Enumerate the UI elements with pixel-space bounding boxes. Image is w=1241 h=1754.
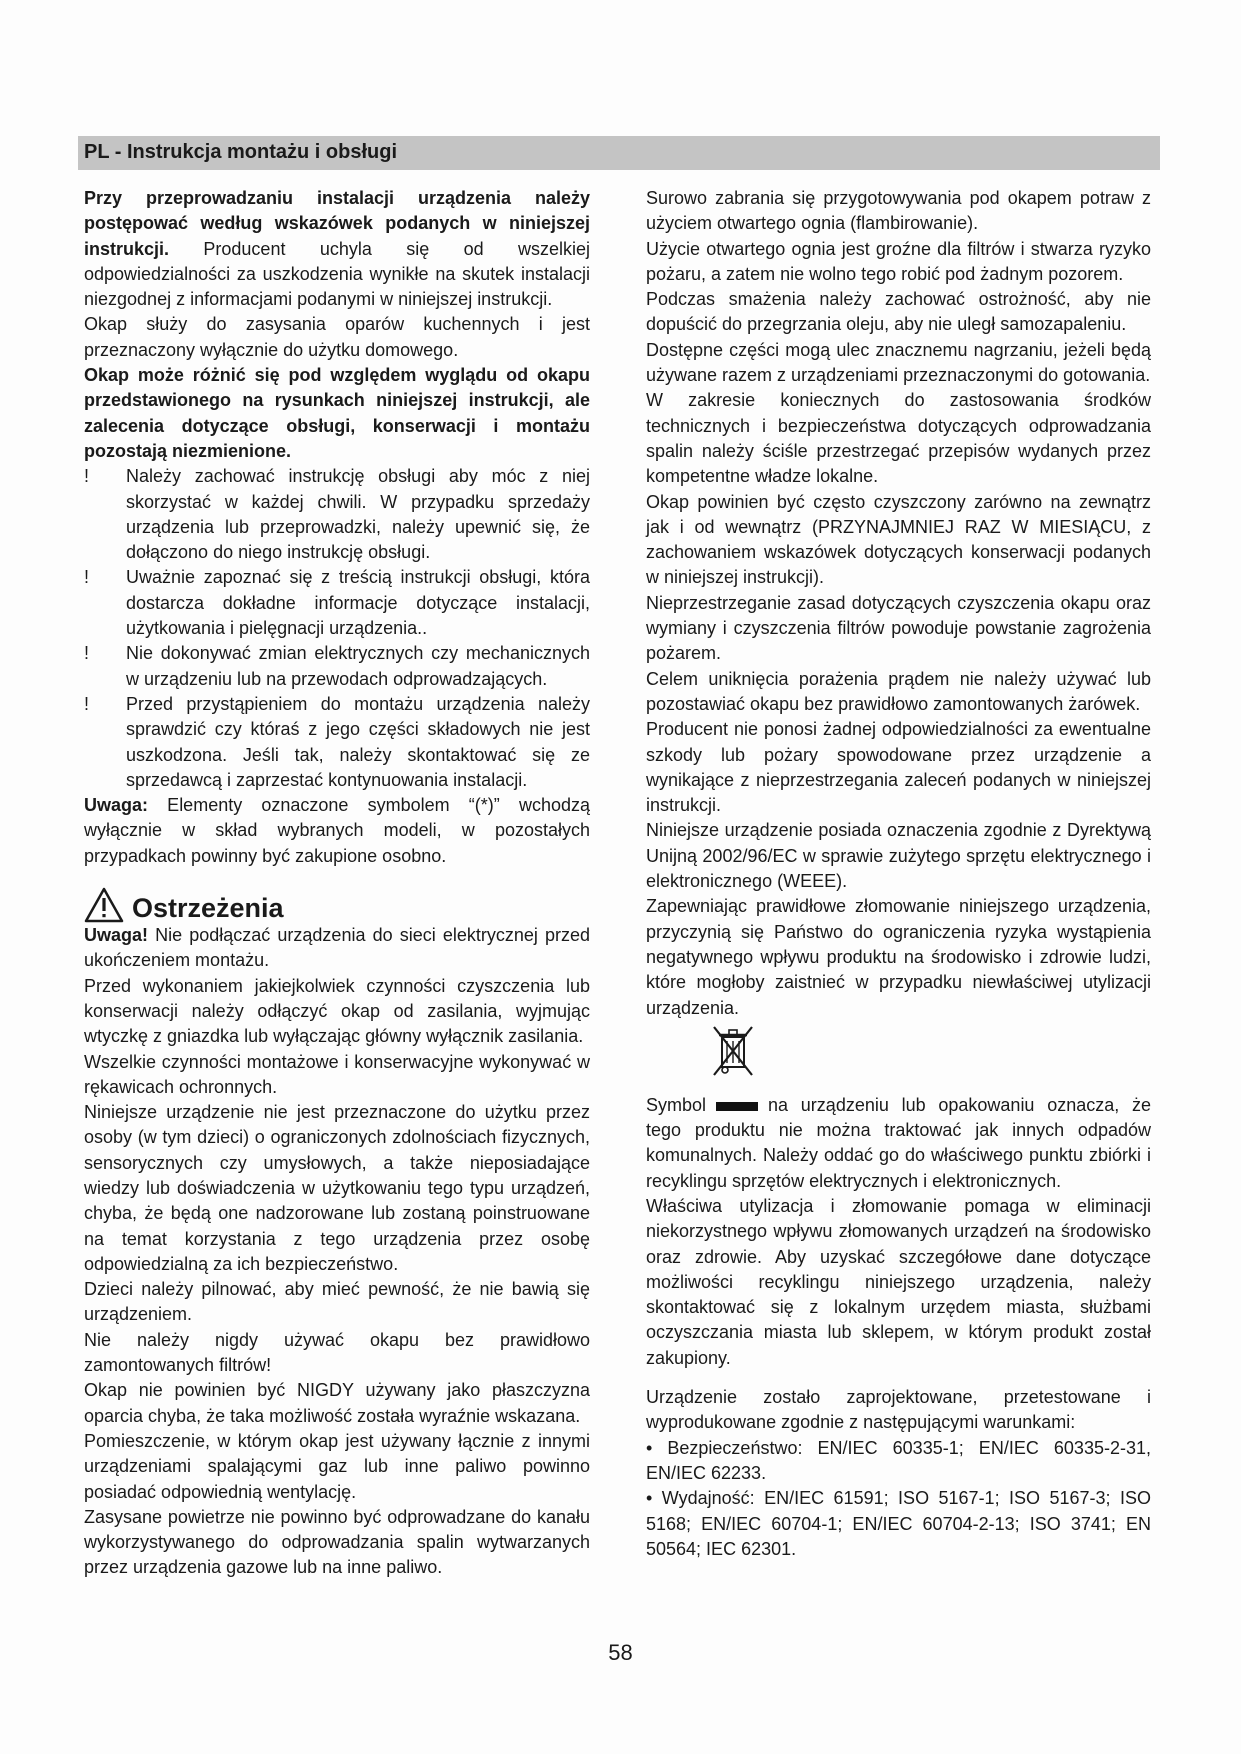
bullet-item [84,641,590,692]
intro-paragraph [84,186,590,312]
black-bar-symbol [716,1102,758,1111]
disposal-paragraph: Właściwa utylizacja i złomowanie pomaga w eliminacji niekorzystnego wpływu złomowanych urządzeń na środowisko oraz zdrowie. Aby uzyskać szczegółowe dane dotyczące możliwości recyklingu niniejszego urządzenia, należy skontaktować się z lokalnym urzędem miasta, służbami oczyszczania miasta lub sklepem, w którym produkt został zakupiony. [646,1195,1151,1368]
bullet-item [84,692,590,793]
safety-paragraph: Dostępne części mogą ulec znacznemu nagrzaniu, jeżeli będą używane razem z urządzeniami przeznaczonymi do gotowania. [646,339,1151,386]
weee-paragraph: Niniejsze urządzenie posiada oznaczenia zgodnie z Dyrektywą Unijną 2002/96/EC w sprawie zużytego sprzętu elektrycznego i elektronicznego (WEEE). [646,820,1151,892]
warnings-heading [84,883,590,923]
warning-paragraph: Niniejsze urządzenie nie jest przeznaczone do użytku przez osoby (w tym dzieci) o ograniczonych zdolnościach fizycznych, sensorycznych czy umysłowych, a także nieposiadające wiedzy lub doświadczenia w użytkowaniu tego typu urządzeń, chyba, że będą one nadzorowane lub zostaną poinstruowane na temat korzystania z tego urządzenia przez osobę odpowiedzialną za ich bezpieczeństwo. [84,1102,590,1274]
warning-paragraph: Okap nie powinien być NIGDY używany jako płaszczyzna oparcia chyba, że taka możliwość została wyraźnie wskazana. [84,1380,590,1426]
bullet-mark: ! [84,567,90,588]
weee-symbol-row [646,1021,1151,1093]
performance-standards: • Wydajność: EN/IEC 61591; ISO 5167-1; ISO 5167-3; ISO 5168; EN/IEC 60704-1; EN/IEC 60704-2-13; ISO 3741; EN 50564; IEC 62301. [646,1488,1151,1559]
warning-triangle-icon [84,887,124,923]
symbol-paragraph [646,1093,1151,1194]
purpose-paragraph: Okap służy do zasysania oparów kuchennych i jest przeznaczony wyłącznie do użytku domowego. [84,314,590,360]
intro-rest: Producent uchyla się od wszelkiej odpowiedzialności za uszkodzenia wynikłe na skutek instalacji niezgodnej z informacjami podanymi w niniejszej instrukcji. [84,238,590,310]
warning-paragraph: Dzieci należy pilnować, aby mieć pewność, że nie bawią się urządzeniem. [84,1279,590,1325]
right-column [646,186,1151,1562]
note-label: Uwaga: [84,795,149,816]
note-text: Elementy oznaczone symbolem “(*)” wchodzą wyłącznie w skład wybranych modeli, w pozostałych przypadkach powinny być zakupione osobno. [84,795,590,866]
warning-paragraph [84,923,590,974]
safety-paragraph: Okap powinien być często czyszczony zarówno na zewnątrz jak i od wewnątrz (PRZYNAJMNIEJ RAZ W MIESIĄCU, z zachowaniem wskazówek dotyczących konserwacji podanych w niniejszej instrukcji). [646,491,1151,588]
compliance-paragraph: Urządzenie zostało zaprojektowane, przetestowane i wyprodukowane zgodnie z następującymi warunkami: [646,1387,1151,1433]
safety-paragraph: Celem uniknięcia porażenia prądem nie należy używać lub pozostawiać okapu bez prawidłowo zamontowanych żarówek. [646,668,1151,714]
safety-paragraph: W zakresie koniecznych do zastosowania środków technicznych i bezpieczeństwa dotyczących odprowadzania spalin należy ściśle przestrzegać przepisów wydanych przez kompetentne władze lokalne. [646,390,1151,487]
warning-paragraph: Przed wykonaniem jakiejkolwiek czynności czyszczenia lub konserwacji należy odłączyć okap od zasilania, wyjmując wtyczkę z gniazdka lub wyłączając główny wyłącznik zasilania. [84,975,590,1047]
crossed-out-bin-icon [710,1023,756,1079]
bullet-text: Nie dokonywać zmian elektrycznych czy mechanicznych w urządzeniu lub na przewodach odprowadzających. [126,643,590,689]
page-number: 58 [608,1640,633,1665]
bullet-item [84,464,590,565]
section-header-bar [78,136,1160,170]
warning-paragraph: Nie należy nigdy używać okapu bez prawidłowo zamontowanych filtrów! [84,1329,590,1376]
bullet-text: Należy zachować instrukcję obsługi aby móc z niej skorzystać w każdej chwili. W przypadku sprzedaży urządzenia lub przeprowadzki, należy upewnić się, że dołączono do niego instrukcję obsługi. [126,466,590,563]
design-note: Okap może różnić się pod względem wyglądu od okapu przedstawionego na rysunkach niniejszej instrukcji, ale zalecenia dotyczące obsługi, konserwacji i montażu pozostają niezmienione. [84,365,590,461]
section-title: PL - Instrukcja montażu i obsługi [84,141,397,163]
bullet-mark: ! [84,643,90,664]
warning-text: Nie podłączać urządzenia do sieci elektrycznej przed ukończeniem montażu. [84,925,590,971]
bullet-item [84,565,590,641]
left-column [84,186,590,1581]
warnings-title: Ostrzeżenia [132,893,284,924]
warning-paragraph: Pomieszczenie, w którym okap jest używany łącznie z innymi urządzeniami spalającymi gaz lub inne paliwo powinno posiadać odpowiednią wentylację. [84,1430,590,1502]
bullet-mark: ! [84,693,90,714]
bullet-text: Przed przystąpieniem do montażu urządzenia należy sprawdzić czy któraś z jego części składowych nie jest uszkodzona. Jeśli tak, należy skontaktować się ze sprzedawcą i zaprzestać kontynuowania instalacji. [126,693,590,790]
intro-bold: Przy przeprowadzaniu instalacji urządzenia należy postępować według wskazówek podanych w niniejszej instrukcji. [84,188,590,259]
symbol-text: na urządzeniu lub opakowaniu oznacza, że tego produktu nie można traktować jak innych odpadów komunalnych. Należy oddać go do właściwego punktu zbiórki i recyklingu sprzętów elektrycznych i elektronicznych. [646,1094,1151,1191]
safety-paragraph: Producent nie ponosi żadnej odpowiedzialności za ewentualne szkody lub pożary spowodowane przez urządzenie a wynikające z nieprzestrzegania zaleceń podanych w niniejszej instrukcji. [646,719,1151,816]
safety-paragraph: Nieprzestrzeganie zasad dotyczących czyszczenia okapu oraz wymiany i czyszczenia filtrów powoduje powstanie zagrożenia pożarem. [646,592,1151,664]
bullet-mark: ! [84,466,90,487]
bullet-text: Uważnie zapoznać się z treścią instrukcji obsługi, która dostarcza dokładne informacje dotyczące instalacji, użytkowania i pielęgnacji urządzenia.. [126,567,590,639]
symbol-word: Symbol [646,1094,707,1115]
spacer [646,1371,1151,1385]
safety-paragraph: Użycie otwartego ognia jest groźne dla filtrów i stwarza ryzyko pożaru, a zatem nie wolno tego robić pod żadnym pozorem. [646,238,1151,284]
weee-paragraph: Zapewniając prawidłowe złomowanie niniejszego urządzenia, przyczynią się Państwo do ograniczenia ryzyka wystąpienia negatywnego wpływu produktu na środowisko i zdrowie ludzi, które mogłoby zaistnieć w przypadku niewłaściwej utylizacji urządzenia. [646,896,1151,1018]
safety-paragraph: Surowo zabrania się przygotowywania pod okapem potraw z użyciem otwartego ognia (flambirowanie). [646,188,1151,234]
safety-paragraph: Podczas smażenia należy zachować ostrożność, aby nie dopuścić do przegrzania oleju, aby nie uległ samozapaleniu. [646,289,1151,335]
note-paragraph [84,793,590,869]
warning-paragraph: Wszelkie czynności montażowe i konserwacyjne wykonywać w rękawicach ochronnych. [84,1051,590,1097]
warning-paragraph: Zasysane powietrze nie powinno być odprowadzane do kanału wykorzystywanego do odprowadzania spalin wytwarzanych przez urządzenia gazowe lub na inne paliwo. [84,1506,590,1578]
warning-label: Uwaga! [84,925,149,946]
safety-standards: • Bezpieczeństwo: EN/IEC 60335-1; EN/IEC 60335-2-31, EN/IEC 62233. [646,1437,1151,1483]
